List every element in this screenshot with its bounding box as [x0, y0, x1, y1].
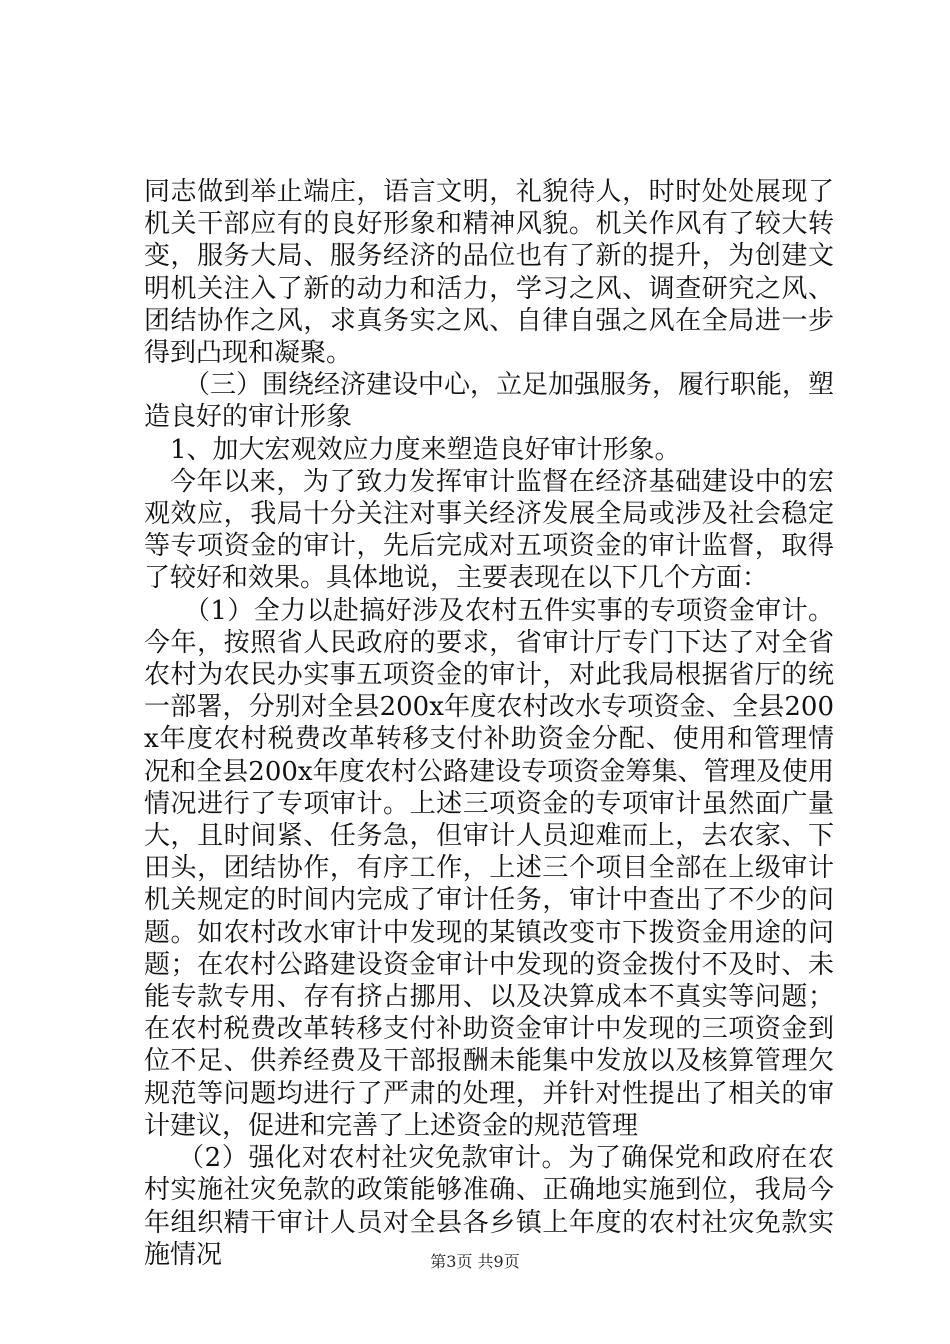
paragraph-1: 同志做到举止端庄，语言文明，礼貌待人，时时处处展现了机关干部应有的良好形象和精神风貌。机关作风有了较大转变，服务大局、服务经济的品位也有了新的提升，为创建文明机关注入了新的动力和活力，学习之风、调查研究之风、团结协作之风，求真务实之风、自律自强之风在全局进一步得到凸现和凝聚。	[144, 177, 834, 369]
paragraph-4: （2）强化对农村社灾免款审计。为了确保党和政府在农村实施社灾免款的政策能够准确、正确地实施到位，我局今年组织精干审计人员对全县各乡镇上年度的农村社灾免款实施情况	[144, 1143, 834, 1270]
paragraph-3: （1）全力以赴搞好涉及农村五件实事的专项资金审计。今年，按照省人民政府的要求，省审计厅专门下达了对全省农村为农民办实事五项资金的审计，对此我局根据省厅的统一部署，分别对全县200x年度农村改水专项资金、全县200x年度农村税费改革转移支付补助资金分配、使用和管理情况和全县200x年度农村公路建设专项资金筹集、管理及使用情况进行了专项审计。上述三项资金的专项审计虽然面广量大，且时间紧、任务急，但审计人员迎难而上，去农家、下田头，团结协作，有序工作，上述三个项目全部在上级审计机关规定的时间内完成了审计任务，审计中查出了不少的问题。如农村改水审计中发现的某镇改变市下拨资金用途的问题；在农村公路建设资金审计中发现的资金拨付不及时、未能专款专用、存有挤占挪用、以及决算成本不真实等问题；在农村税费改革转移支付补助资金审计中发现的三项资金到位不足、供养经费及干部报酬未能集中发放以及核算管理欠规范等问题均进行了严肃的处理，并针对性提出了相关的审计建议，促进和完善了上述资金的规范管理	[144, 595, 834, 1141]
paragraph-2: 今年以来，为了致力发挥审计监督在经济基础建设中的宏观效应，我局十分关注对事关经济发展全局或涉及社会稳定等专项资金的审计，先后完成对五项资金的审计监督，取得了较好和效果。具体地说，主要表现在以下几个方面：	[144, 466, 834, 594]
subsection-heading-1: 1、加大宏观效应力度来塑造良好审计形象。	[170, 434, 681, 465]
section-heading-3: （三）围绕经济建设中心，立足加强服务，履行职能，塑造良好的审计形象	[144, 370, 835, 433]
document-body	[144, 176, 834, 1271]
page-number-label: 第3页 共9页	[430, 1252, 520, 1271]
page-footer	[0, 1249, 950, 1272]
